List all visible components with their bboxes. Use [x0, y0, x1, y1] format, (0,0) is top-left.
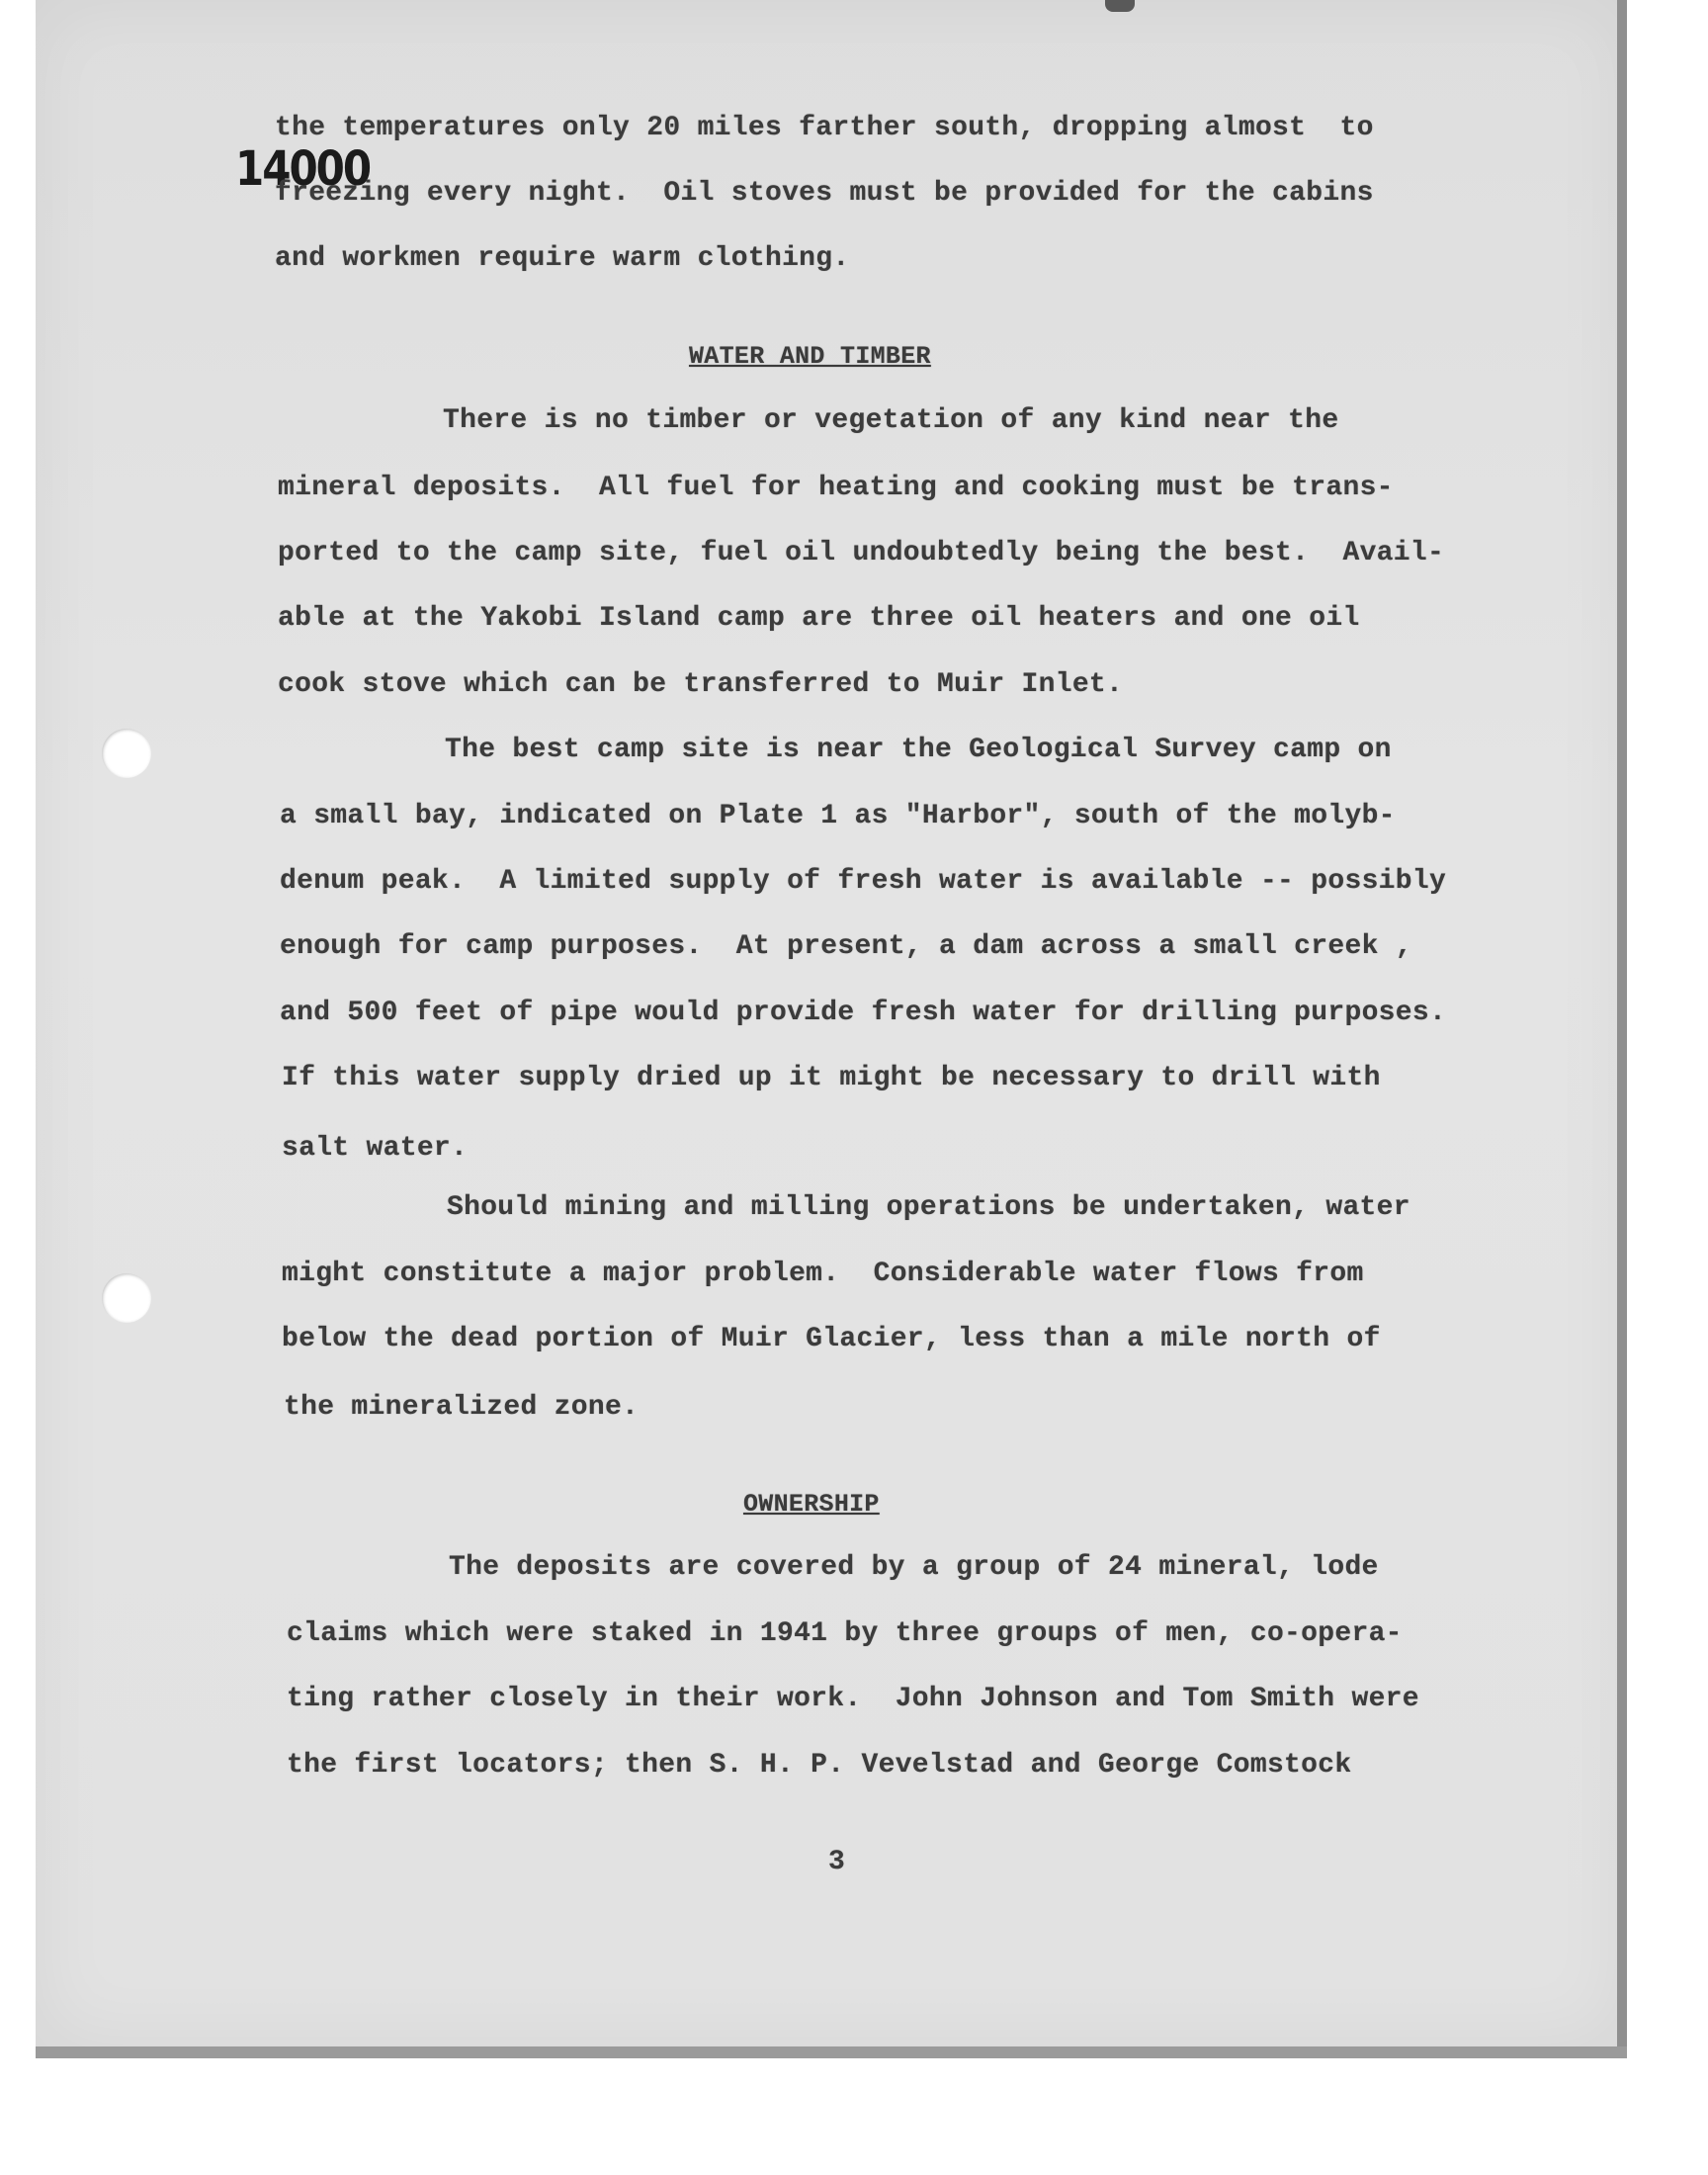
text-line: enough for camp purposes. At present, a dam across a small creek , [280, 931, 1412, 962]
section-heading-water-and-timber: WATER AND TIMBER [689, 342, 931, 371]
text-line: salt water. [282, 1133, 469, 1164]
page-number: 3 [828, 1847, 846, 1877]
text-line: the mineralized zone. [284, 1392, 640, 1423]
text-line: ported to the camp site, fuel oil undoubtedly being the best. Avail- [278, 538, 1445, 568]
text-line: freezing every night. Oil stoves must be provided for the cabins [275, 178, 1374, 209]
text-line: There is no timber or vegetation of any kind near the [443, 405, 1339, 436]
text-line: The deposits are covered by a group of 24 mineral, lode [449, 1552, 1379, 1583]
text-line: mineral deposits. All fuel for heating and cooking must be trans- [278, 473, 1394, 503]
text-line: below the dead portion of Muir Glacier, less than a mile north of [282, 1324, 1381, 1354]
page-edge-bottom [36, 2046, 1627, 2058]
text-line: The best camp site is near the Geological Survey camp on [445, 735, 1392, 765]
top-ink-mark [1105, 0, 1135, 12]
text-line: might constitute a major problem. Considerable water flows from [282, 1259, 1364, 1289]
text-line: denum peak. A limited supply of fresh water is available -- possibly [280, 866, 1447, 897]
text-line: Should mining and milling operations be undertaken, water [447, 1192, 1410, 1223]
punch-hole-upper [102, 729, 151, 778]
text-line: and workmen require warm clothing. [275, 243, 850, 274]
punch-hole-lower [102, 1273, 151, 1323]
text-line: the first locators; then S. H. P. Vevelstad and George Comstock [287, 1750, 1352, 1781]
text-line: claims which were staked in 1941 by three groups of men, co-opera- [287, 1618, 1403, 1649]
text-line: cook stove which can be transferred to Muir Inlet. [278, 669, 1124, 700]
text-line: the temperatures only 20 miles farther south, dropping almost to [275, 113, 1374, 143]
page-edge-right [1617, 0, 1627, 2048]
text-line: and 500 feet of pipe would provide fresh water for drilling purposes. [280, 998, 1447, 1028]
text-line: If this water supply dried up it might be necessary to drill with [282, 1063, 1381, 1093]
text-line: a small bay, indicated on Plate 1 as "Harbor", south of the molyb- [280, 801, 1396, 831]
text-line: ting rather closely in their work. John Johnson and Tom Smith were [287, 1684, 1419, 1714]
section-heading-ownership: OWNERSHIP [743, 1490, 880, 1519]
stamp-number: 14000 [235, 140, 371, 197]
text-line: able at the Yakobi Island camp are three oil heaters and one oil [278, 603, 1360, 634]
